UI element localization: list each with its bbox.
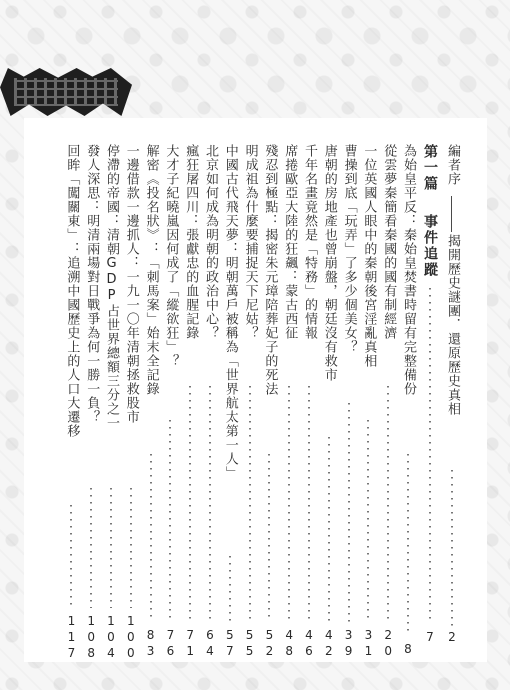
toc-entry-title: 解密《投名狀》：「刺馬案」始末全記錄 <box>143 144 159 396</box>
toc-entry-title: 瘋狂屠四川：張獻忠的血腥記錄 <box>183 144 199 340</box>
toc-entry-page: 57 <box>222 628 237 660</box>
toc-entry-title: 北京如何成為明朝的政治中心？ <box>203 144 218 340</box>
toc-entry-title: 中國古代飛天夢：明朝萬戶被稱為「世界航太第一人」 <box>222 144 238 480</box>
toc-page <box>24 118 487 662</box>
toc-entry-title: 唐朝的房地產也曾崩盤，朝廷沒有救市 <box>321 144 337 382</box>
toc-entry-title: 從雲夢秦簡看秦國的國有制經濟 <box>381 144 397 340</box>
toc-entry-page: 42 <box>321 628 336 660</box>
preface-page: 2 <box>445 630 459 646</box>
toc-entry-title: 一位英國人眼中的秦朝後宮淫亂真相 <box>361 144 377 368</box>
toc-entry-page: 83 <box>143 628 158 660</box>
toc-entry-page: 20 <box>381 628 396 660</box>
preface-title: 揭開歷史謎團．還原歷史真相 <box>445 234 460 416</box>
chapter-label: 第一篇 <box>422 144 438 192</box>
toc-entry-page: 55 <box>242 628 257 660</box>
toc-entry-page: 76 <box>163 628 178 660</box>
toc-entry-leader <box>229 556 231 622</box>
toc-entry-leader <box>150 454 152 622</box>
toc-entry-page: 100 <box>123 614 138 662</box>
toc-entry-leader <box>70 505 72 608</box>
toc-entry-leader <box>387 386 389 622</box>
toc-entry-leader <box>328 437 330 622</box>
toc-entry-title: 曹操到底「玩弄」了多少個美女？ <box>341 144 357 354</box>
ornament-pattern <box>14 78 118 106</box>
toc-entry-page: 31 <box>361 628 376 660</box>
toc-entry-leader <box>189 386 191 622</box>
toc-entry-title: 為始皇平反：秦始皇焚書時留有完整備份 <box>401 144 416 396</box>
toc-entry-page: 108 <box>84 614 99 662</box>
toc-entry-page: 117 <box>64 614 79 662</box>
toc-entry-title: 回眸「闖關東」：追溯中國歷史上的人口大遷移 <box>64 144 80 438</box>
toc-entry-leader <box>249 386 251 622</box>
toc-entry-title: 一邊借款一邊抓人：一九一〇年清朝拯救股市 <box>123 144 139 424</box>
toc-entry-page: 52 <box>262 628 277 660</box>
toc-entry-leader <box>169 420 171 622</box>
toc-entry-leader <box>367 420 369 622</box>
toc-entry-page: 46 <box>302 628 316 660</box>
preface-leader <box>451 470 453 626</box>
toc-entry-title: 發人深思：明清兩場對日戰爭為何一勝一負？ <box>84 144 100 424</box>
toc-entry-leader <box>110 488 112 608</box>
toc-entry-leader <box>268 454 270 622</box>
preface-label: 編者序 <box>445 144 460 186</box>
toc-entry-title: 殘忍到極點：揭密朱元璋陪葬妃子的死法 <box>262 144 278 396</box>
toc-entry-page: 71 <box>183 628 198 660</box>
chapter-page: 7 <box>423 630 437 646</box>
toc-entry-leader <box>209 386 211 622</box>
toc-entry-page: 104 <box>104 614 118 662</box>
toc-entry-leader <box>288 386 290 622</box>
toc-entry-title: 明成祖為什麼要捕捉天下尼姑？ <box>242 144 258 340</box>
toc-entry-leader <box>130 488 132 608</box>
toc-entry-page: 39 <box>341 628 356 660</box>
toc-entry-title: 停滯的帝國：清朝GDP占世界總額三分之一 <box>104 144 119 430</box>
chapter-title: 事件追蹤 <box>422 214 438 278</box>
toc-entry-page: 8 <box>401 642 415 658</box>
toc-entry-leader <box>308 386 310 622</box>
chapter-leader <box>429 288 431 624</box>
toc-entry-title: 大才子紀曉嵐因何成了「縱欲狂」？ <box>163 144 179 368</box>
toc-entry-leader <box>348 403 350 622</box>
toc-entry-page: 48 <box>282 628 297 660</box>
toc-entry-page: 64 <box>203 628 217 660</box>
toc-entry-leader <box>90 488 92 608</box>
toc-entry-leader <box>407 454 409 636</box>
toc-entry-title: 席捲歐亞大陸的狂飆：蒙古西征 <box>282 144 298 340</box>
toc-entry-title: 千年名畫竟然是「特務」的情報 <box>302 144 317 340</box>
preface-dash <box>451 196 452 232</box>
